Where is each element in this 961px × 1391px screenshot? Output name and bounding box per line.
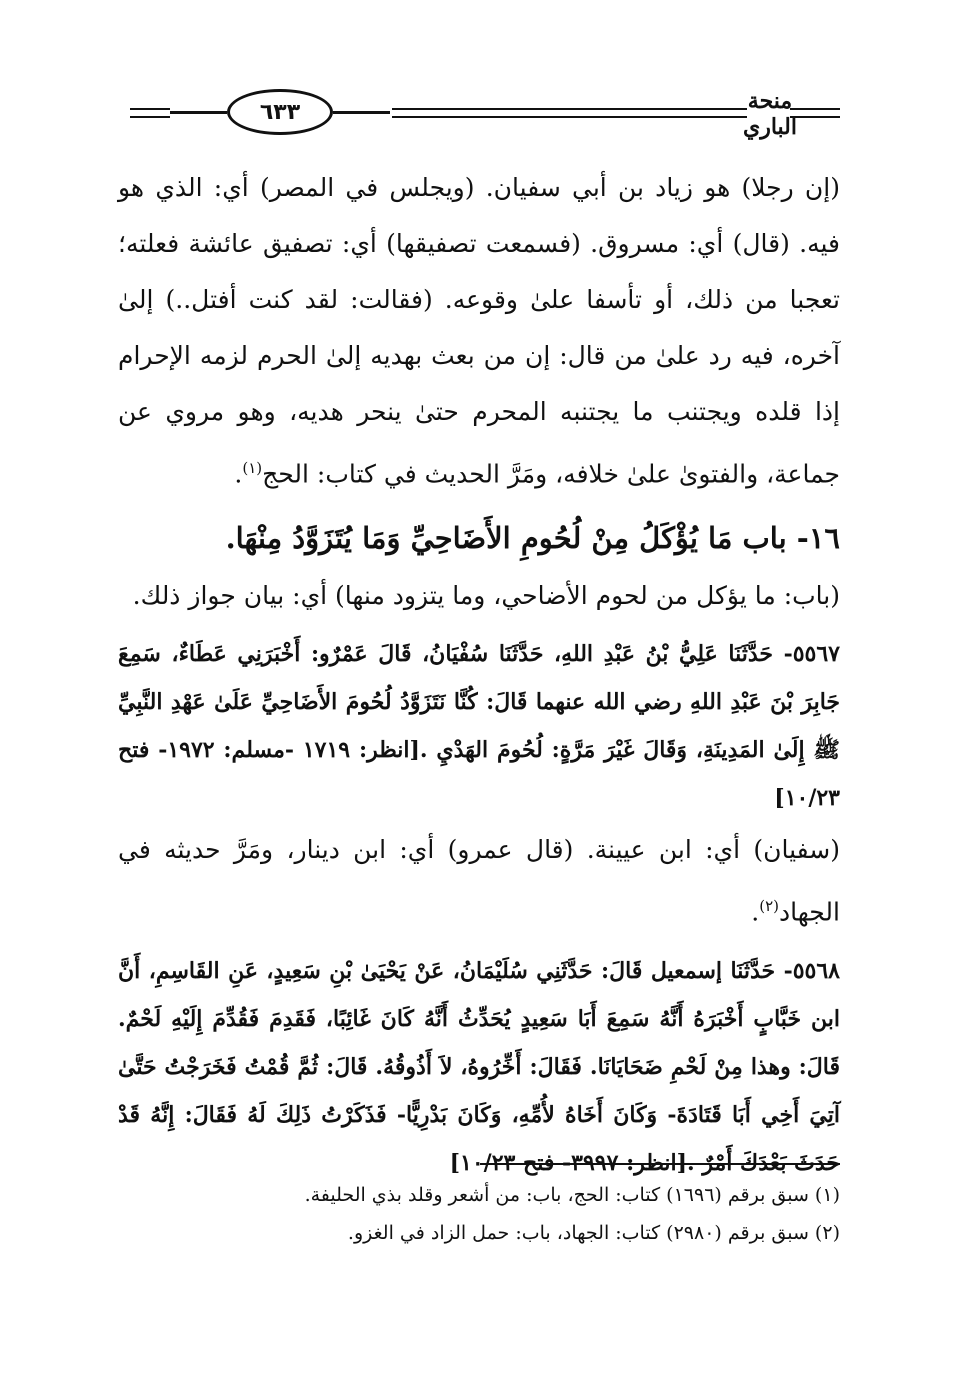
chapter-heading: ١٦- باب مَا يُؤْكَلُ مِنْ لُحُومِ الأَضَاحِيِّ وَمَا يُتَزَوَّدُ مِنْهَا. xyxy=(225,521,840,556)
header-rule xyxy=(130,116,170,118)
footnote-separator xyxy=(480,1163,840,1165)
footnote-ref: (٢) xyxy=(759,897,780,916)
badge-wing xyxy=(170,111,227,114)
header-rule xyxy=(392,116,747,118)
badge-wing xyxy=(333,111,390,114)
footnote: (٢) سبق برقم (٢٩٨٠) كتاب: الجهاد، باب: حمل الزاد في الغزو. xyxy=(347,1222,840,1244)
footnotes xyxy=(118,1176,840,1252)
sentence-end: . xyxy=(234,459,243,489)
main-text xyxy=(118,160,840,1187)
footnote-ref: (١) xyxy=(242,459,263,477)
commentary-text: (إن رجلا) هو زياد بن أبي سفيان. (ويجلس في المصر) أي: الذي هو فيه. (قال) أي: مسروق. (فسمعت تصفيقها) أي: تصفيق عائشة فعلته؛ تعجبا من ذلك، أو تأسفا علىٰ وقوعه. (فقالت: لقد كنت أفتل..) إلىٰ آخره، فيه رد علىٰ من قال: إن من بعث بهديه إلىٰ الحرم لزمه الإحرام إذا قلده ويجتنب ما يجتنبه المحرم حتىٰ ينحر هديه، وهو مروي عن جماعة، والفتوىٰ علىٰ خلافه، ومَرَّ الحديث في كتاب: الحج xyxy=(118,173,840,489)
commentary-paragraph xyxy=(118,822,840,940)
commentary-paragraph: (باب: ما يؤكل من لحوم الأضاحي، وما يتزود منها) أي: بيان جواز ذلك. xyxy=(132,581,840,611)
footnote: (١) سبق برقم (١٦٩٦) كتاب: الحج، باب: من أشعر وقلد بذي الحليفة. xyxy=(304,1184,840,1206)
header-rule xyxy=(790,108,840,110)
header-rule xyxy=(790,116,840,118)
page-number: ٦٣٣ xyxy=(227,89,332,135)
hadith-text: ٥٥٦٧- حَدَّثَنَا عَلِيُّ بْنُ عَبْدِ اللهِ، حَدَّثَنَا سُفْيَانُ، قَالَ عَمْرٌو: أَخْبَرَنِي عَطَاءٌ، سَمِعَ جَابِرَ بْنَ عَبْدِ اللهِ رضي الله عنهما قَالَ: كُنَّا نَتَزَوَّدُ لُحُومَ الأَضَاحِيِّ عَلَىٰ عَهْدِ النَّبِيِّ ﷺ إِلَىٰ المَدِينَةِ، وَقَالَ غَيْرَ مَرَّةٍ: لُحُومَ الهَدْيِ .[انظر: ١٧١٩ -مسلم: ١٩٧٢- فتح ١٠/٢٣] xyxy=(118,641,841,812)
commentary-text: (سفيان) أي: ابن عيينة. (قال عمرو) أي: ابن دينار، ومَرَّ حديثه في الجهاد xyxy=(118,835,840,927)
page-header xyxy=(130,86,840,142)
header-rule xyxy=(130,108,170,110)
commentary-paragraph xyxy=(118,160,840,502)
header-rule xyxy=(392,108,747,110)
hadith-text: ٥٥٦٨- حَدَّثَنَا إسمعيل قَالَ: حَدَّثَنِي سُلَيْمَانُ، عَنْ يَحْيَىٰ بْنِ سَعِيدٍ، عَنِ القَاسِمِ، أَنَّ ابن خَبَّابٍ أَخْبَرَهُ أَنَّهُ سَمِعَ أَبَا سَعِيدٍ يُحَدِّثُ أَنَّهُ كَانَ غَائِبًا، فَقَدِمَ فَقُدِّمَ إِلَيْهِ لَحْمٌ. قَالَ: وهذا مِنْ لَحْمِ ضَحَايَانَا. فَقَالَ: أَخِّرُوهُ، لاَ أَذُوقُهُ. قَالَ: ثُمَّ قُمْتُ فَخَرَجْتُ حَتَّىٰ آتِيَ أَخِي أَبَا قَتَادَةَ- وَكَانَ أَخَاهُ لأُمِّهِ، وَكَانَ بَدْرِيًّا- فَذَكَرْتُ ذَلِكَ لَهُ فَقَالَ: إِنَّهُ قَدْ حَدَثَ بَعْدَكَ أَمْرٌ .[انظر: ٣٩٩٧- فتح ١٠/٢٣] xyxy=(118,957,841,1176)
sentence-end: . xyxy=(751,897,760,927)
running-title: منحة الباري xyxy=(742,88,797,140)
page-number-badge xyxy=(170,90,390,134)
